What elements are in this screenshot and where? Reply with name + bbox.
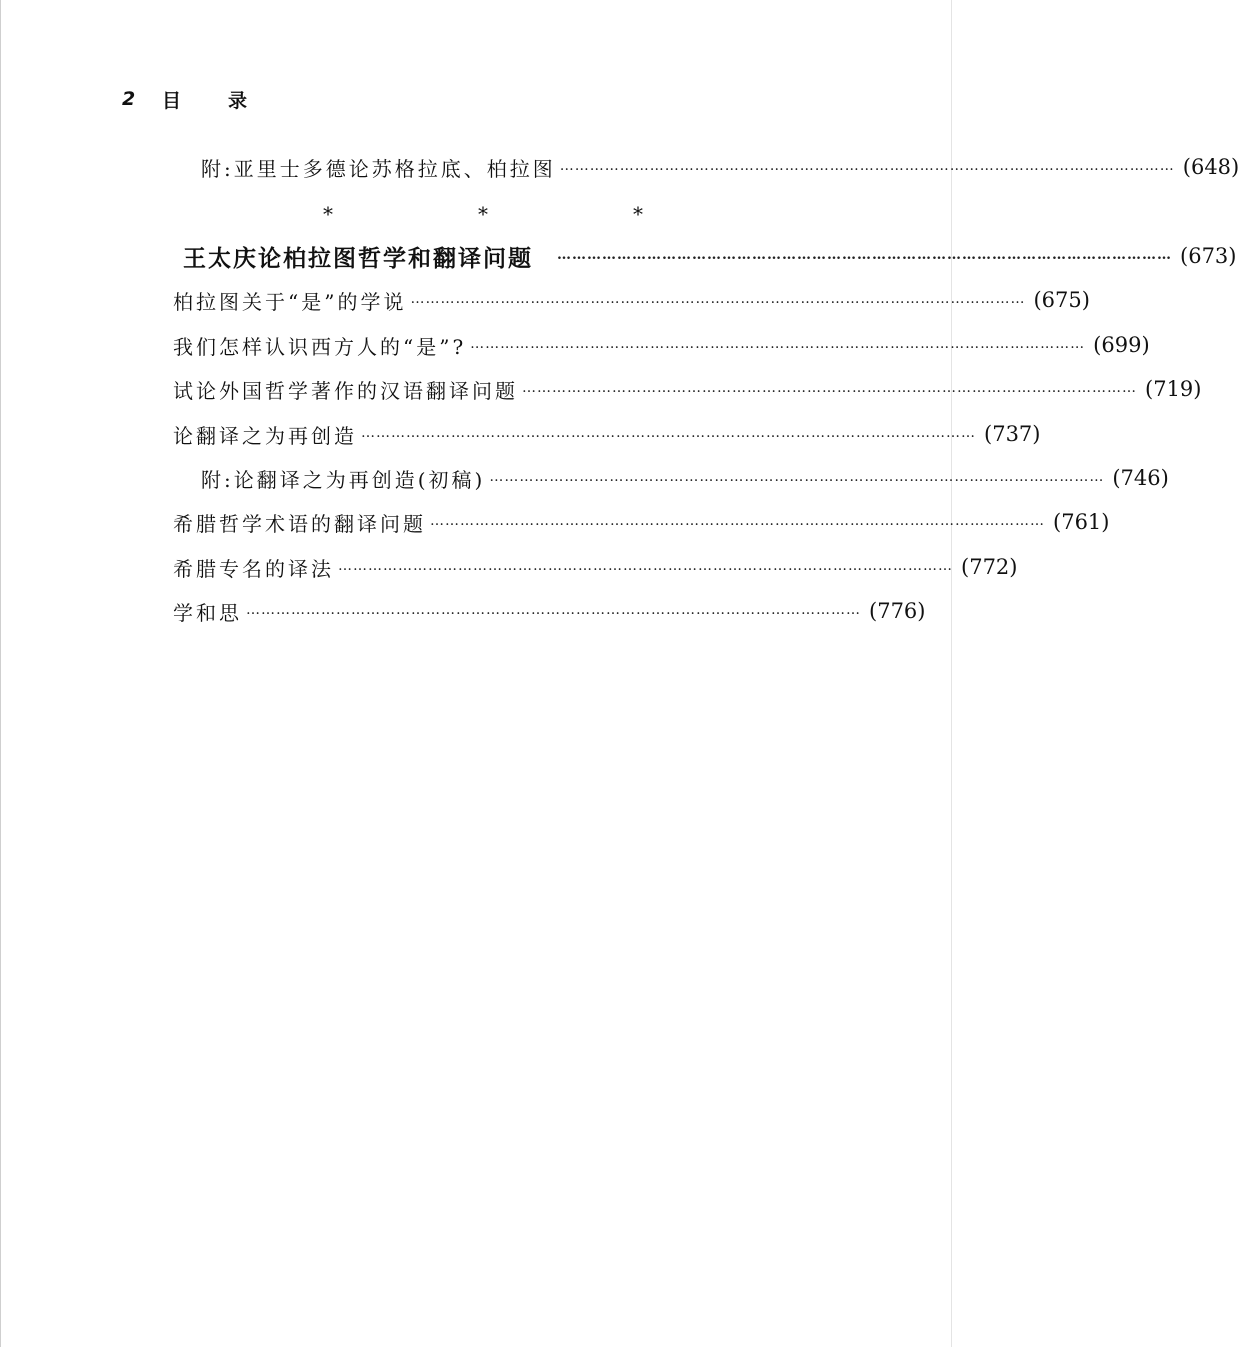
separator-asterisk: * [478,202,488,226]
toc-entry-title: 我们怎样认识西方人的“是”? [173,334,467,359]
running-header [122,86,247,112]
toc-entry-title: 试论外国哲学著作的汉语翻译问题 [173,378,518,403]
toc-entry-title: 希腊专名的译法 [173,556,334,581]
toc-dot-leader: …………………………………………………………………………………………………………… [410,291,1026,307]
toc-dot-leader: …………………………………………………………………………………………………………… [361,425,976,441]
toc-entry[interactable] [173,550,1010,584]
toc-entry-page: ( 761 ) [1053,510,1110,534]
toc-entry-page: ( 675 ) [1033,288,1090,312]
header-title-char-2: 录 [228,89,248,112]
toc-entry-page: ( 772 ) [961,555,1018,579]
toc-entry[interactable] [173,594,918,628]
toc-dot-leader: …………………………………………………………………………………………………………… [430,513,1045,529]
toc-entry-page: ( 673 ) [1180,244,1237,268]
toc-entry-title: 附:论翻译之为再创造(初稿) [201,467,486,492]
page-number: 2 [122,88,136,110]
toc-entry-title: 论翻译之为再创造 [173,423,357,448]
separator-asterisk: * [633,202,643,226]
toc-entry[interactable] [173,417,1033,451]
toc-section-title: 王太庆论柏拉图哲学和翻译问题 [183,244,533,272]
toc-dot-leader: …………………………………………………………………………………………………………… [489,469,1105,485]
toc-dot-leader: …………………………………………………………………………………………………………… [246,602,861,618]
header-title-char-1: 目 [162,89,182,112]
toc-dot-leader: …………………………………………………………………………………………………………… [338,558,953,574]
toc-entry[interactable] [201,461,1161,495]
toc-entry-page: ( 776 ) [869,599,926,623]
toc-entry-title: 柏拉图关于“是”的学说 [173,289,407,314]
toc-entry-page: ( 719 ) [1145,377,1202,401]
toc-entry-title: 学和思 [173,600,242,625]
toc-dot-leader: …………………………………………………………………………………………………………… [559,158,1175,174]
toc-dot-leader: …………………………………………………………………………………………………………… [522,380,1137,396]
toc-entry[interactable] [173,505,1102,539]
toc-entry-page: ( 699 ) [1093,333,1150,357]
toc-entry-page: ( 737 ) [984,422,1041,446]
toc-entry[interactable] [201,150,1232,184]
toc-entry-page: ( 648 ) [1183,155,1239,179]
toc-entry-title: 希腊哲学术语的翻译问题 [173,511,426,536]
toc-entry[interactable] [173,328,1142,362]
toc-entry-page: ( 746 ) [1112,466,1169,490]
toc-dot-leader: …………………………………………………………………………………………………………… [557,247,1172,263]
toc-section-heading[interactable] [183,239,1229,273]
toc-dot-leader: …………………………………………………………………………………………………………… [470,336,1086,352]
separator-asterisk: * [323,202,333,226]
toc-entry[interactable] [173,372,1194,406]
section-separator [1,202,953,226]
toc-entry[interactable] [173,283,1082,317]
toc-entry-title: 附:亚里士多德论苏格拉底、柏拉图 [201,156,556,181]
